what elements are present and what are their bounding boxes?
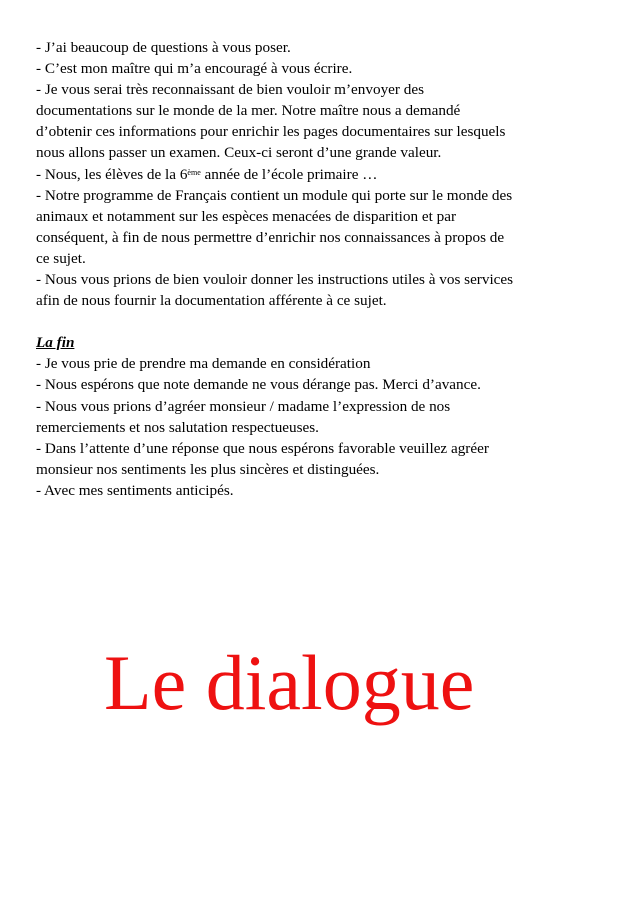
ending-line: - Je vous prie de prendre ma demande en considération <box>36 355 371 373</box>
students-line-end: année de l’école primaire … <box>200 165 378 183</box>
big-title: Le dialogue <box>104 639 475 726</box>
text-line: d’obtenir ces informations pour enrichir les pages documentaires sur lesquels <box>36 123 506 141</box>
text-line: conséquent, à fin de nous permettre d’enrichir nos connaissances à propos de <box>36 228 505 246</box>
text-line: - Notre programme de Français contient un module qui porte sur le monde des <box>36 186 513 204</box>
letter-phrases <box>36 37 602 501</box>
text-line: - Je vous serai très reconnaissant de bien vouloir m’envoyer des <box>36 81 425 99</box>
students-line <box>36 164 602 185</box>
ending-line: - Avec mes sentiments anticipés. <box>36 481 234 499</box>
section-heading-ending: La fin <box>36 334 75 352</box>
ending-line: - Nous vous prions d’agréer monsieur / madame l’expression de nos <box>36 397 451 415</box>
ordinal-superscript: ème <box>187 167 201 177</box>
text-line: ce sujet. <box>36 249 86 267</box>
text-line: documentations sur le monde de la mer. Notre maître nous a demandé <box>36 102 461 120</box>
text-line: afin de nous fournir la documentation afférente à ce sujet. <box>36 292 387 310</box>
ending-line: - Nous espérons que note demande ne vous dérange pas. Merci d’avance. <box>36 376 481 394</box>
text-line: - J’ai beaucoup de questions à vous poser. <box>36 39 291 56</box>
text-line: - Nous vous prions de bien vouloir donner les instructions utiles à vos services <box>36 271 514 289</box>
text-line: animaux et notamment sur les espèces menacées de disparition et par <box>36 207 457 225</box>
students-line-start: - Nous, les élèves de la 6 <box>36 165 188 183</box>
ending-line: remerciements et nos salutation respectueuses. <box>36 418 319 436</box>
ending-line: monsieur nos sentiments les plus sincères et distinguées. <box>36 460 380 478</box>
text-line: - C’est mon maître qui m’a encouragé à vous écrire. <box>36 60 353 78</box>
ending-line: - Dans l’attente d’une réponse que nous espérons favorable veuillez agréer <box>36 439 489 457</box>
text-line: nous allons passer un examen. Ceux-ci seront d’une grande valeur. <box>36 144 442 162</box>
